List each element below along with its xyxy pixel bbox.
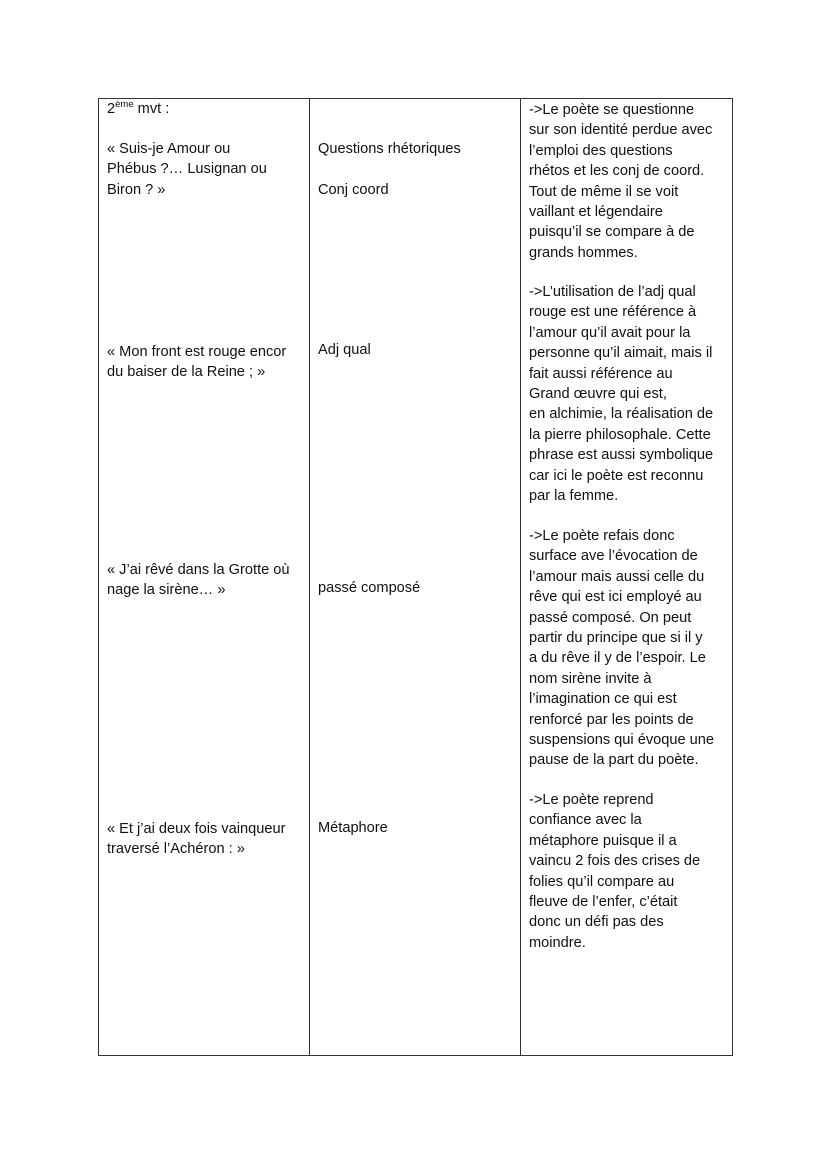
device-adj-qual: Adj qual [318, 342, 371, 358]
movement-heading [107, 99, 307, 119]
device-conj-coord: Conj coord [318, 182, 389, 198]
device-metaphore: Métaphore [318, 820, 388, 836]
quote-1: « Suis-je Amour ou Phébus ?… Lusignan ou Biron ? » [107, 141, 267, 198]
table-row [99, 99, 733, 1056]
analysis-column [521, 99, 733, 1056]
analysis-1: ->Le poète se questionne sur son identité perdue avec l’emploi des questions rhétos et les conj de coord. Tout de même il se voit vaillant et légendaire puisqu’il se compare à de grands hommes. [529, 102, 713, 261]
device-passe-compose: passé composé [318, 580, 421, 596]
quote-4: « Et j’ai deux fois vainqueur traversé l’Achéron : » [107, 821, 286, 858]
device-rhetorical-questions: Questions rhétoriques [318, 141, 461, 157]
quote-3: « J’ai rêvé dans la Grotte où nage la sirène… » [107, 562, 290, 599]
quote-2: « Mon front est rouge encor du baiser de la Reine ; » [107, 344, 287, 381]
movement-number: 2 [107, 101, 116, 117]
movement-superscript: ème [115, 99, 134, 110]
analysis-4: ->Le poète reprend confiance avec la métaphore puisque il a vaincu 2 fois des crises de folies qu’il compare au fleuve de l’enfer, c’était donc un défi pas des moindre. [529, 792, 701, 951]
devices-column [310, 99, 521, 1056]
quotes-column [99, 99, 310, 1056]
analysis-table [98, 98, 733, 1056]
analysis-2: ->L’utilisation de l’adj qual rouge est une référence à l’amour qu’il avait pour la personne qu’il aimait, mais il fait aussi référence au Grand œuvre qui est, en alchimie, la réalisation de la pierre philosophale. Cette phrase est aussi symbolique car ici le poète est reconnu par la femme. [529, 284, 714, 505]
analysis-3: ->Le poète refais donc surface ave l’évocation de l’amour mais aussi celle du rêve qui est ici employé au passé composé. On peut partir du principe que si il y a du rêve il y de l’espoir. Le nom sirène invite à l’imagination ce qui est renforcé par les points de suspensions qui évoque une pause de la part du poète. [529, 528, 714, 769]
movement-label: mvt : [133, 101, 170, 117]
